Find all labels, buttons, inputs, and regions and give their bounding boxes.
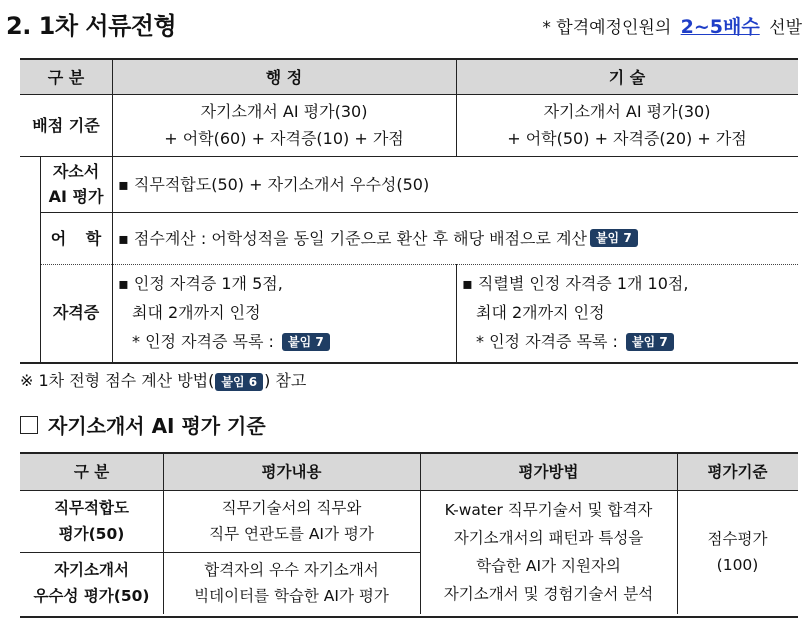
essay-ai-label-line2: AI 평가 [48, 187, 104, 206]
language-label: 어 학 [50, 228, 102, 248]
checkbox-square-icon [20, 416, 38, 434]
essay-quality-label [20, 552, 163, 614]
ai-evaluation-table [20, 452, 798, 618]
admin-score-basis [112, 94, 456, 156]
method-line1: K-water 직무기술서 및 합격자 [444, 501, 653, 519]
subsection-title-text: 자기소개서 AI 평가 기준 [48, 414, 266, 438]
divider [677, 454, 678, 614]
reference-note [20, 368, 306, 391]
admin-score-line1: 자기소개서 AI 평가(30) [200, 102, 368, 121]
dotted-divider [40, 264, 798, 265]
admin-cert-line3: * 인정 자격증 목록 : [132, 331, 274, 351]
note-highlight: 2~5배수 [680, 16, 760, 38]
criteria-line1: 점수평가 [707, 530, 768, 548]
divider [20, 490, 798, 491]
certificate-label: 자격증 [52, 302, 100, 322]
language-content-text: ▪ 점수계산 : 어학성적을 동일 기준으로 환산 후 해당 배점으로 계산 [118, 228, 587, 248]
essay-quality-label-line1: 자기소개서 [54, 561, 129, 579]
method-line4: 자기소개서 및 경험기술서 분석 [443, 585, 654, 603]
document-screening-table [20, 58, 798, 364]
header-category: 구 분 [20, 60, 112, 94]
essay-ai-label [40, 156, 112, 212]
note-prefix: * 합격예정인원의 [542, 18, 672, 38]
attachment-badge: 붙임 7 [590, 229, 638, 247]
essay-ai-content: ▪ 직무적합도(50) + 자기소개서 우수성(50) [118, 174, 430, 194]
attachment-badge: 붙임 7 [282, 333, 330, 351]
admin-cert-line1: ▪ 인정 자격증 1개 5점, [118, 273, 283, 293]
essay-quality-content-line2: 빅데이터를 학습한 AI가 평가 [194, 587, 389, 605]
essay-quality-content [163, 552, 420, 614]
admin-score-line2: + 어학(60) + 자격증(10) + 가점 [164, 129, 404, 148]
divider [112, 60, 113, 362]
divider [456, 264, 457, 362]
essay-quality-content-line1: 합격자의 우수 자기소개서 [204, 561, 379, 579]
divider [456, 60, 457, 156]
header-content: 평가내용 [163, 454, 420, 490]
tech-cert-line1: ▪ 직렬별 인정 자격증 1개 10점, [462, 273, 689, 293]
job-fit-label [20, 490, 163, 552]
essay-quality-label-line2: 우수성 평가(50) [33, 587, 150, 605]
criteria-line2: (100) [716, 556, 759, 574]
header-category: 구 분 [20, 454, 163, 490]
admin-cert-line2: 최대 2개까지 인정 [132, 302, 261, 322]
admin-certificate [112, 264, 456, 360]
divider [20, 94, 798, 95]
header-method: 평가방법 [420, 454, 677, 490]
tech-score-line1: 자기소개서 AI 평가(30) [543, 102, 711, 121]
selection-ratio-note [542, 12, 802, 39]
attachment-badge: 붙임 7 [626, 333, 674, 351]
header-criteria: 평가기준 [677, 454, 798, 490]
evaluation-criteria [677, 490, 798, 614]
tech-cert-line2: 최대 2개까지 인정 [476, 302, 605, 322]
header-admin: 행 정 [112, 60, 456, 94]
job-fit-content [163, 490, 420, 552]
reference-note-prefix: ※ 1차 전형 점수 계산 방법( [20, 371, 215, 390]
divider [163, 454, 164, 614]
section-title: 2. 1차 서류전형 [6, 12, 177, 40]
score-basis-label: 배점 기준 [32, 115, 100, 135]
tech-certificate [456, 264, 798, 360]
job-fit-label-line2: 평가(50) [58, 525, 125, 543]
note-suffix: 선발 [769, 18, 802, 38]
job-fit-content-line1: 직무기술서의 직무와 [221, 499, 362, 517]
attachment-badge: 붙임 6 [215, 373, 263, 391]
essay-ai-label-line1: 자소서 [52, 162, 100, 181]
evaluation-method [420, 490, 677, 614]
reference-note-suffix: ) 참고 [264, 371, 307, 390]
method-line2: 자기소개서의 패턴과 특성을 [453, 529, 644, 547]
divider [40, 212, 798, 213]
divider [20, 156, 798, 157]
job-fit-content-line2: 직무 연관도를 AI가 평가 [209, 525, 374, 543]
method-line3: 학습한 AI가 지원자의 [476, 557, 621, 575]
job-fit-label-line1: 직무적합도 [54, 499, 129, 517]
divider [20, 552, 420, 553]
divider [40, 156, 41, 362]
tech-score-basis [456, 94, 798, 156]
tech-cert-line3: * 인정 자격증 목록 : [476, 331, 618, 351]
header-tech: 기 술 [456, 60, 798, 94]
language-content [112, 212, 798, 264]
divider [420, 454, 421, 614]
subsection-title [20, 410, 266, 439]
tech-score-line2: + 어학(50) + 자격증(20) + 가점 [507, 129, 747, 148]
